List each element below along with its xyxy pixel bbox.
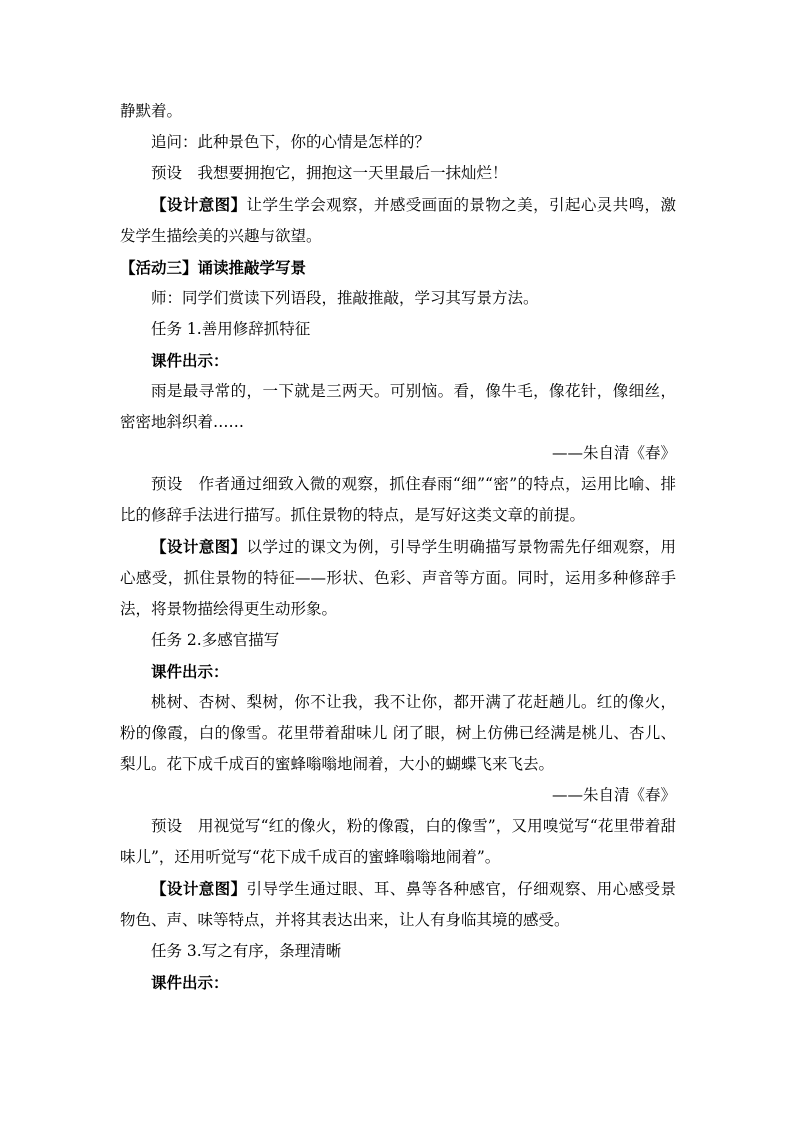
paragraph-design-intent <box>120 189 676 252</box>
paragraph-question: 追问：此种景色下，你的心情是怎样的？ <box>151 133 431 151</box>
design-intent-tag: 【设计意图】 <box>151 195 247 214</box>
paragraph-continuation: 静默着。 <box>120 102 183 120</box>
paragraph-preset: 预设 作者通过细致入微的观察，抓住春雨“细”“密”的特点，运用比喻、排比的修辞手法进行描写。抓住景物的特点，是写好这类文章的前提。 <box>120 475 676 524</box>
courseware-label: 课件出示： <box>151 662 229 681</box>
activity-heading: 【活动三】诵读推敲学写景 <box>120 258 307 277</box>
quote-source: ——朱自清《春》 <box>551 786 676 804</box>
paragraph-preset: 预设 用视觉写“红的像火，粉的像霞，白的像雪”，又用嗅觉写“花里带着甜味儿”，还用听觉写“花下成千成百的蜜蜂嗡嗡地闹着”。 <box>120 817 676 866</box>
design-intent-text: 引导学生通过眼、耳、鼻等各种感官，仔细观察、用心感受景物色、声、味等特点，并将其表达出来，让人有身临其境的感受。 <box>120 880 676 929</box>
task-heading: 任务 2.多感官描写 <box>151 631 280 649</box>
paragraph-design-intent <box>120 531 676 625</box>
design-intent-tag: 【设计意图】 <box>151 537 247 556</box>
paragraph-preset: 预设 我想要拥抱它，拥抱这一天里最后一抹灿烂！ <box>151 164 508 182</box>
document-page <box>120 96 676 998</box>
design-intent-text: 以学过的课文为例，引导学生明确描写景物需先仔细观察，用心感受，抓住景物的特征——形状、色彩、声音等方面。同时，运用多种修辞手法，将景物描绘得更生动形象。 <box>120 538 676 618</box>
courseware-label: 课件出示： <box>151 973 229 992</box>
quote-source: ——朱自清《春》 <box>551 444 676 462</box>
paragraph-design-intent <box>120 873 676 936</box>
paragraph-teacher: 师：同学们赏读下列语段，推敲推敲，学习其写景方法。 <box>151 289 539 307</box>
courseware-label: 课件出示： <box>151 351 229 370</box>
quote-paragraph: 雨是最寻常的，一下就是三两天。可别恼。看，像牛毛，像花针，像细丝，密密地斜织着…… <box>120 382 676 431</box>
design-intent-tag: 【设计意图】 <box>151 879 247 898</box>
task-heading: 任务 3.写之有序，条理清晰 <box>151 942 342 960</box>
design-intent-text: 让学生学会观察，并感受画面的景物之美，引起心灵共鸣，激发学生描绘美的兴趣与欲望。 <box>120 196 676 245</box>
task-heading: 任务 1.善用修辞抓特征 <box>151 320 311 338</box>
quote-paragraph: 桃树、杏树、梨树，你不让我，我不让你，都开满了花赶趟儿。红的像火，粉的像霞，白的像雪。花里带着甜味儿 闭了眼，树上仿佛已经满是桃儿、杏儿、梨儿。花下成千成百的蜜蜂嗡嗡地闹着，大小的蝴蝶飞来飞去。 <box>120 693 676 773</box>
